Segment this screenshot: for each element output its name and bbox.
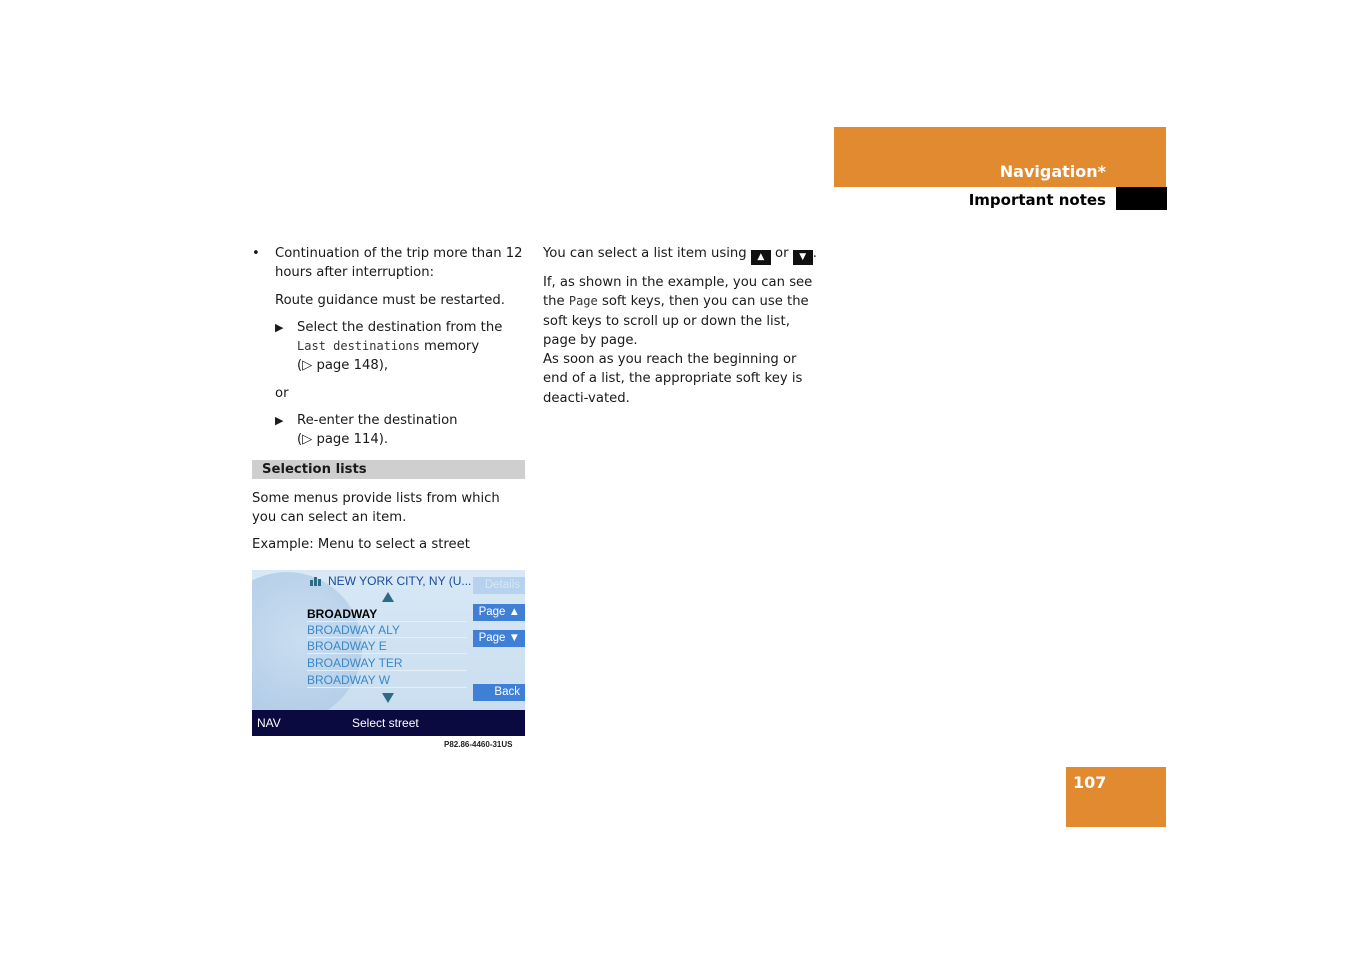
softkey-page-up: Page ▲ bbox=[473, 604, 525, 621]
step2-page-ref: (▷ page 114). bbox=[297, 432, 389, 448]
step2-text: Re-enter the destination bbox=[297, 413, 458, 429]
route-text: Route guidance must be restarted. bbox=[275, 292, 505, 308]
scroll-up-icon bbox=[382, 592, 394, 602]
street-item: BROADWAY E bbox=[307, 639, 467, 654]
street-item: BROADWAY bbox=[307, 607, 467, 622]
section-subtitle: Important notes bbox=[968, 191, 1106, 209]
subtitle-marker bbox=[1116, 187, 1167, 210]
scroll-down-icon bbox=[382, 693, 394, 703]
screen-mode-label: NAV bbox=[257, 716, 281, 730]
step1-page-ref: (▷ page 148), bbox=[297, 358, 389, 374]
screen-title: NEW YORK CITY, NY (U... bbox=[328, 574, 472, 588]
para2-suffix: soft keys, then you can use the soft keys to scroll up or down the list, page by page. bbox=[543, 294, 809, 348]
softkey-page-down: Page ▼ bbox=[473, 630, 525, 647]
select-instruction bbox=[543, 244, 819, 265]
example-text: Example: Menu to select a street bbox=[252, 537, 470, 553]
or-text: or bbox=[275, 385, 289, 401]
street-item: BROADWAY TER bbox=[307, 656, 467, 671]
chapter-title: Navigation* bbox=[999, 162, 1106, 181]
step1-suffix: memory bbox=[419, 339, 480, 355]
screen-status-bar bbox=[252, 710, 525, 736]
step-item-2 bbox=[252, 411, 525, 450]
section-heading: Selection lists bbox=[252, 460, 525, 479]
screen-status-text: Select street bbox=[352, 716, 419, 730]
or-word: or bbox=[770, 246, 793, 261]
step-item-1 bbox=[252, 318, 525, 376]
section-text: Some menus provide lists from which you can select an item. bbox=[252, 490, 500, 525]
deactivate-paragraph: As soon as you reach the beginning or end of a list, the appropriate soft key is deacti-vated. bbox=[543, 352, 803, 406]
street-item: BROADWAY ALY bbox=[307, 623, 467, 638]
step1-prefix: Select the destination from the bbox=[297, 319, 503, 335]
select-prefix: You can select a list item using bbox=[543, 246, 751, 261]
page-number: 107 bbox=[1066, 767, 1166, 827]
header-banner bbox=[834, 127, 1166, 187]
step1-menu-name: Last destinations bbox=[297, 339, 420, 354]
street-item: BROADWAY W bbox=[307, 673, 467, 688]
up-key-icon: ▲ bbox=[751, 250, 771, 265]
softkey-details: Details bbox=[473, 577, 525, 594]
down-key-icon: ▼ bbox=[793, 250, 813, 265]
bullet-item: • Continuation of the trip more than 12 hours after interruption: bbox=[252, 244, 525, 283]
softkey-back: Back bbox=[473, 684, 525, 701]
city-icon bbox=[310, 576, 322, 586]
page-softkey-name: Page bbox=[568, 294, 598, 309]
para2-prefix: If, as shown in the example, you can see the bbox=[543, 275, 813, 310]
right-column bbox=[543, 244, 819, 416]
step-arrow-icon: ▶ bbox=[275, 414, 284, 428]
step-arrow-icon: ▶ bbox=[275, 320, 284, 334]
left-column bbox=[252, 244, 525, 563]
period: . bbox=[812, 246, 817, 261]
softkey-paragraph bbox=[543, 273, 819, 350]
device-screen-image bbox=[252, 570, 525, 736]
image-caption: P82.86-4460-31US bbox=[444, 740, 513, 749]
